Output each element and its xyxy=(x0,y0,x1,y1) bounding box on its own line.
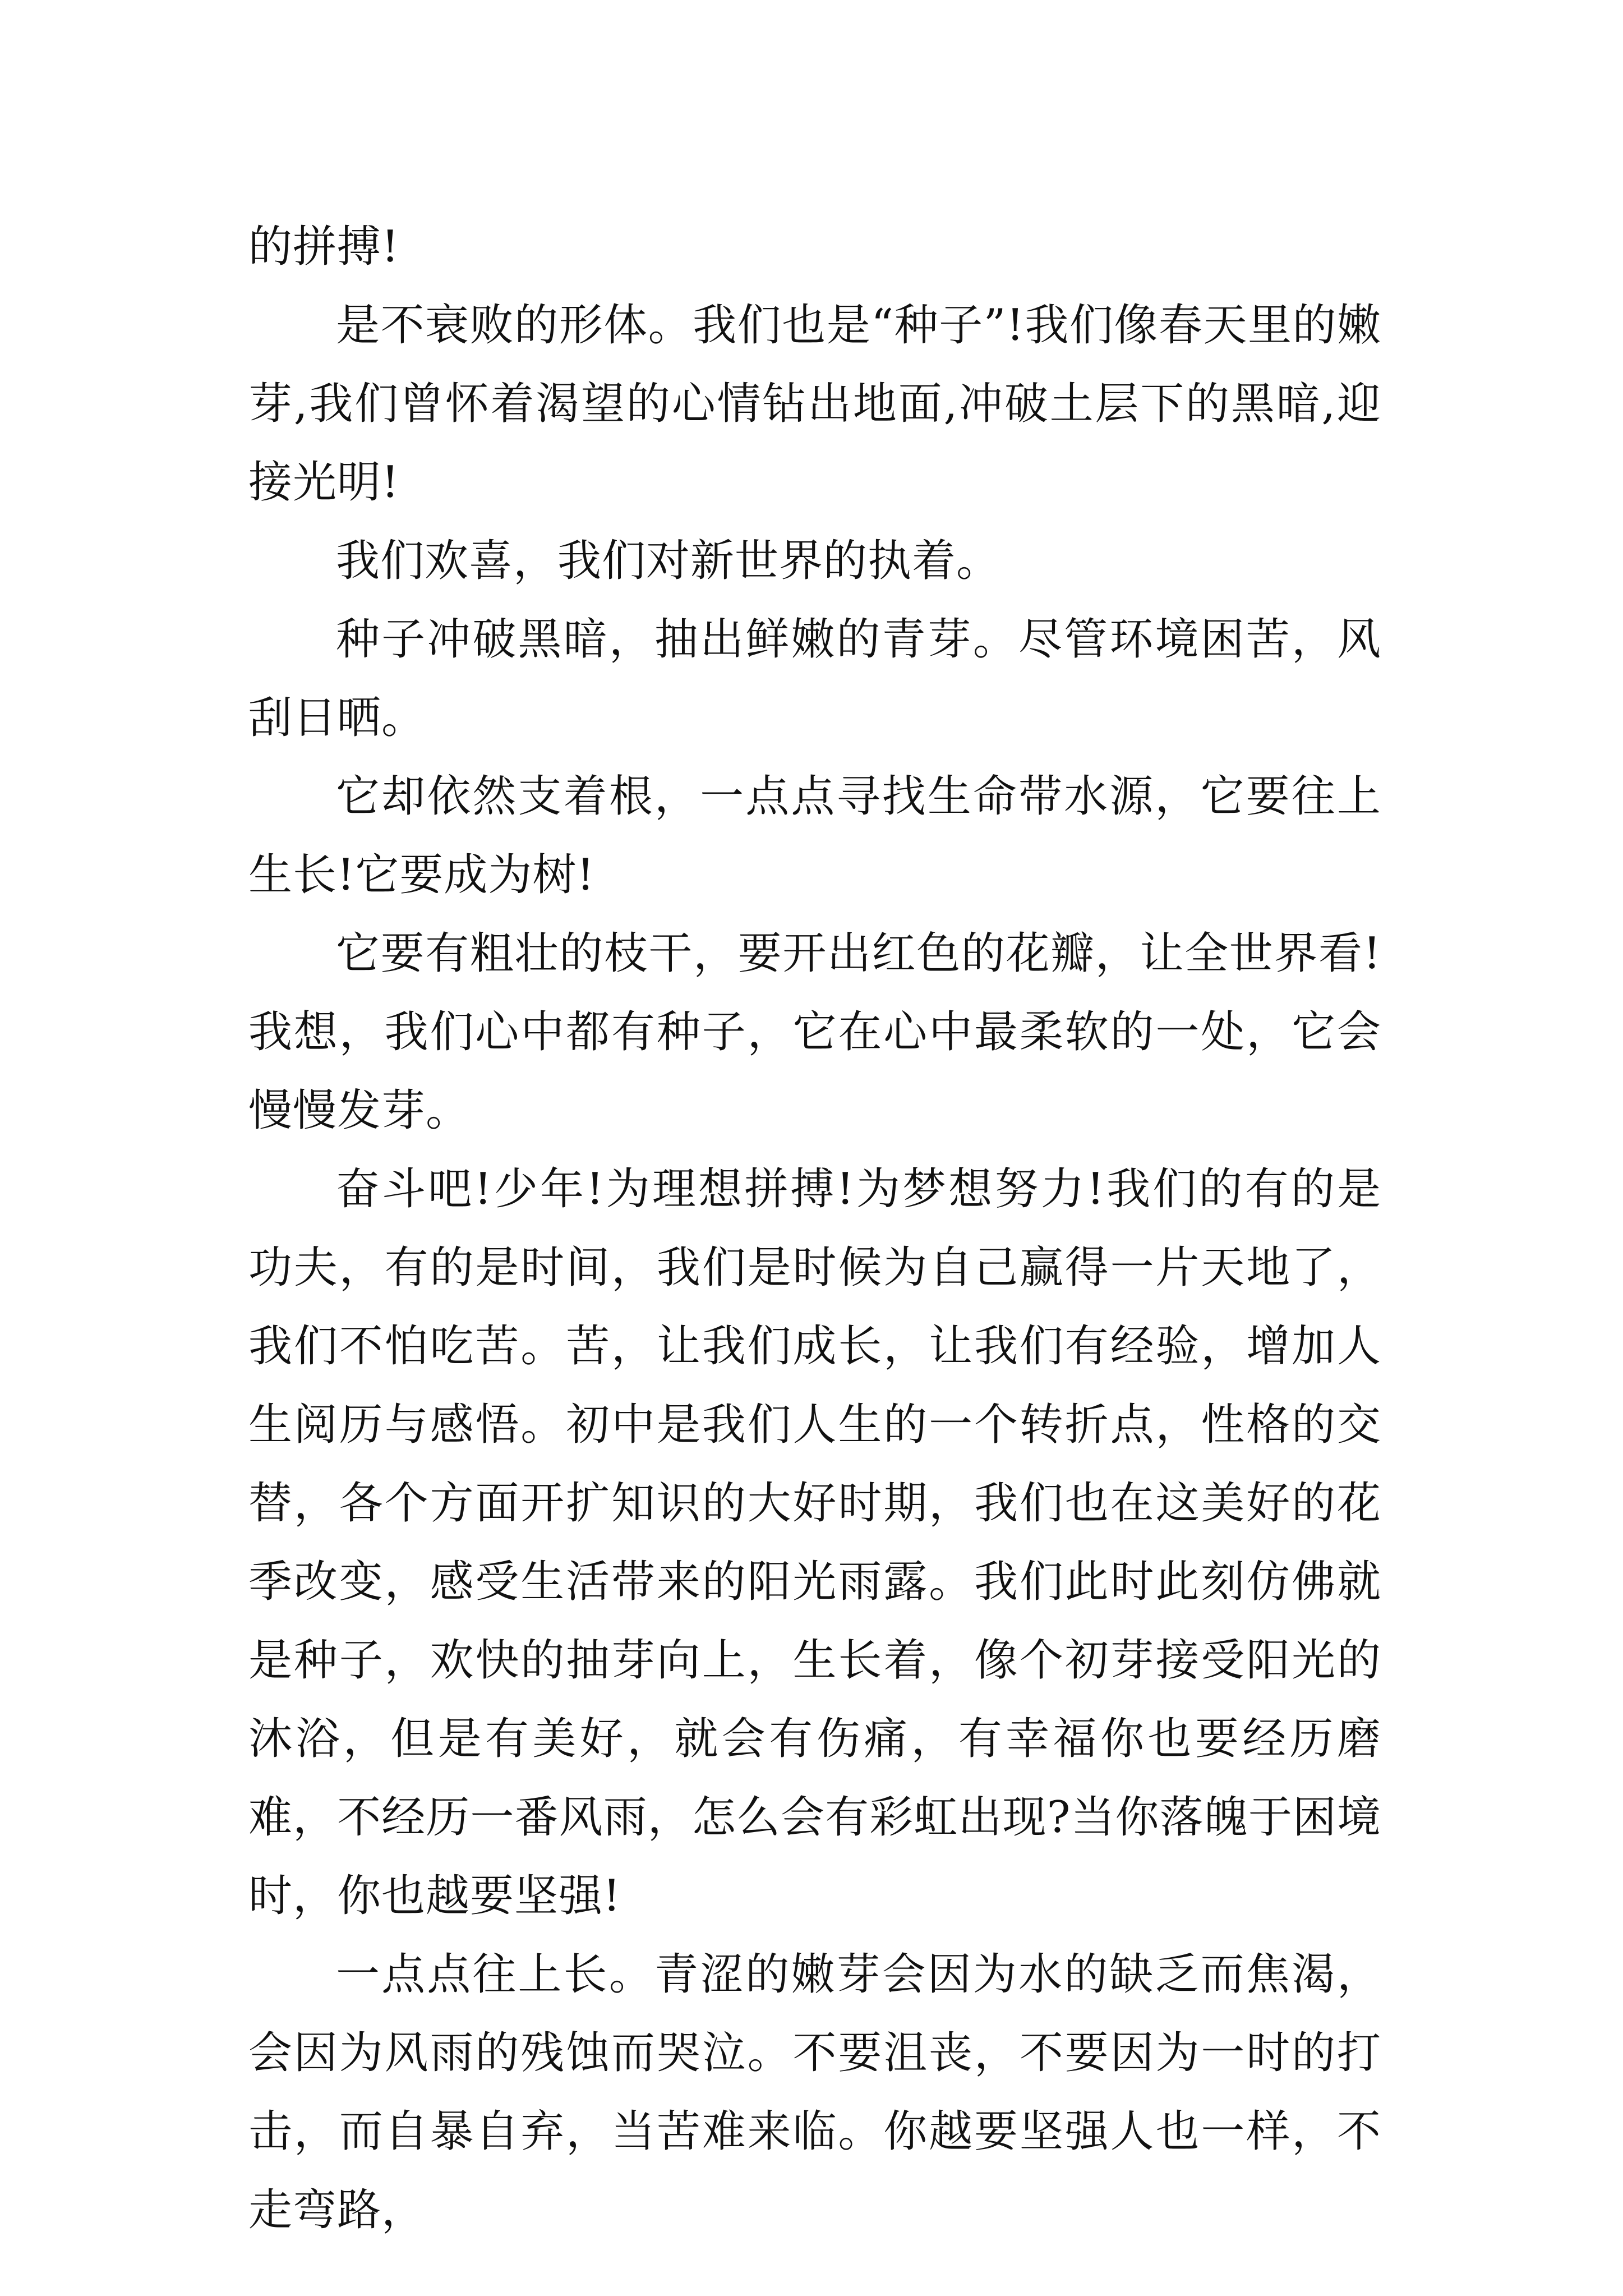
paragraph: 它要有粗壮的枝干，要开出红色的花瓣，让全世界看!我想，我们心中都有种子，它在心中最柔软的一处，它会慢慢发芽。 xyxy=(248,928,1381,1136)
paragraph: 奋斗吧!少年!为理想拼搏!为梦想努力!我们的有的是功夫，有的是时间，我们是时候为自己赢得一片天地了，我们不怕吃苦。苦，让我们成长，让我们有经验，增加人生阅历与感悟。初中是我们人生的一个转折点，性格的交替，各个方面开扩知识的大好时期，我们也在这美好的花季改变，感受生活带来的阳光雨露。我们此时此刻仿佛就是种子，欢快的抽芽向上，生长着，像个初芽接受阳光的沐浴，但是有美好，就会有伤痛，有幸福你也要经历磨难，不经历一番风雨，怎么会有彩虹出现?当你落魄于困境时，你也越要坚强! xyxy=(248,1164,1381,1921)
paragraph: 是不衰败的形体。我们也是“种子”!我们像春天里的嫩芽,我们曾怀着渴望的心情钻出地面,冲破土层下的黑暗,迎接光明! xyxy=(248,300,1381,508)
paragraph: 的拼搏! xyxy=(248,222,400,272)
document-body xyxy=(248,208,1381,2249)
paragraph: 种子冲破黑暗，抽出鲜嫩的青芽。尽管环境困苦，风刮日晒。 xyxy=(248,614,1381,743)
paragraph: 一点点往上长。青涩的嫩芽会因为水的缺乏而焦渴，会因为风雨的残蚀而哭泣。不要沮丧，不要因为一时的打击，而自暴自弃，当苦难来临。你越要坚强人也一样，不走弯路， xyxy=(248,1949,1381,2235)
paragraph: 它却依然支着根，一点点寻找生命带水源，它要往上生长!它要成为树! xyxy=(248,771,1381,900)
paragraph: 我们欢喜，我们对新世界的执着。 xyxy=(336,536,1001,586)
